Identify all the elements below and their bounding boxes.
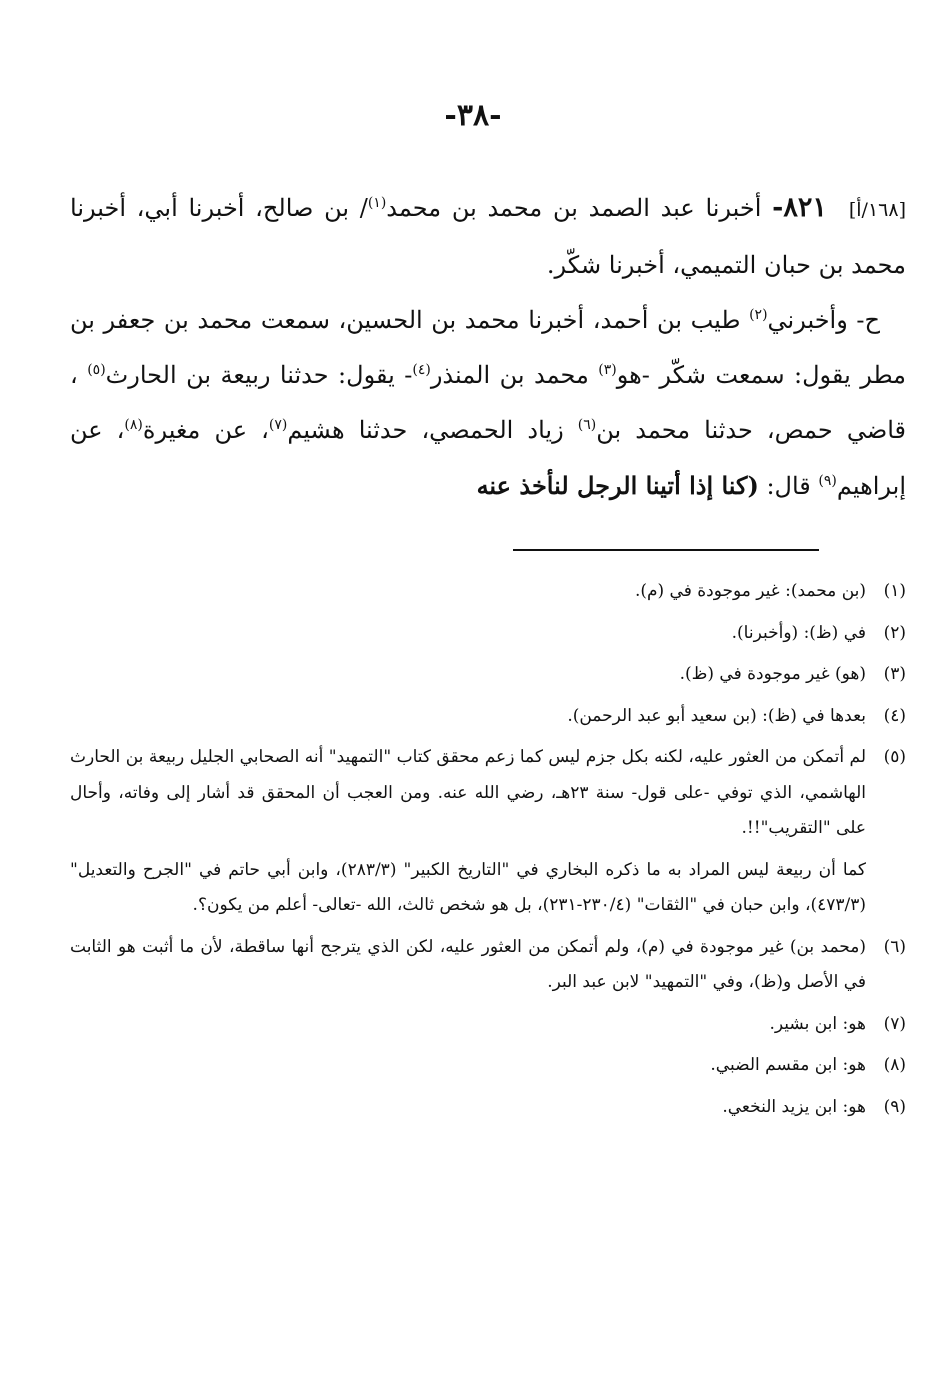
footnote-number: (٦): [883, 936, 906, 957]
footnote-text: (محمد بن) غير موجودة في (م)، ولم أتمكن من العثور عليه، لكن الذي يترجح أنها ساقطة، لأن ما أثبت هو الثابت في الأصل و(ظ)، وفي "التمهيد" لابن عبد البر.: [70, 936, 866, 992]
text-run: طيب بن أحمد، أخبرنا محمد بن الحسين، سمعت محمد بن جعفر بن مطر يقول: سمعت شكّر -هو: [70, 306, 906, 389]
footnote-number: (٢): [883, 622, 906, 643]
footnote-ref-7: (٧): [268, 417, 288, 433]
footnote-8: [70, 1048, 906, 1084]
footnote-text: هو: ابن مقسم الضبي.: [710, 1055, 866, 1075]
footnote-2: [70, 616, 906, 652]
footnote-ref-8: (٨): [124, 417, 143, 433]
quoted-text: (كنا إذا أتينا الرجل لنأخذ عنه: [476, 471, 759, 500]
text-run: / بن صالح، أخبرنا أبي، أخبرنا محمد بن حبان التميمي، أخبرنا شكّر.: [70, 194, 906, 279]
footnote-text: (هو) غير موجودة في (ظ).: [679, 664, 866, 684]
text-run: زياد الحمصي، حدثنا هشيم: [287, 416, 578, 444]
text-run: ، قاضي حمص، حدثنا محمد بن: [70, 361, 907, 444]
text-run: ، عن مغيرة: [142, 416, 269, 444]
footnote-divider: [513, 549, 819, 551]
footnote-ref-9: (٩): [818, 473, 837, 489]
footnote-number: (٨): [883, 1055, 906, 1075]
footnote-number: (٤): [883, 705, 906, 726]
footnote-ref-5: (٥): [87, 362, 106, 378]
text-run: محمد بن المنذر: [430, 361, 599, 389]
footnote-text: (بن محمد): غير موجودة في (م).: [634, 581, 866, 601]
footnote-number: (٥): [883, 747, 907, 767]
footnote-4: [70, 699, 906, 735]
footnote-number: (٣): [883, 664, 906, 684]
page-number: -٣٨-: [444, 98, 502, 133]
footnote-5: [70, 740, 906, 847]
text-run: أخبرنا عبد الصمد بن محمد بن محمد: [386, 194, 773, 222]
footnote-text: هو: ابن بشير.: [769, 1013, 866, 1034]
footnote-1: [70, 574, 906, 610]
footnote-ref-2: (٢): [749, 307, 768, 323]
footnote-5-continuation: كما أن ربيعة ليس المراد به ما ذكره البخاري في "التاريخ الكبير" (٢٨٣/٣)، وابن أبي حاتم في "الجرح والتعديل" (٤٧٣/٣)، وابن حبان في "الثقات" (٢٣٠/٤-٢٣١)، بل هو شخص ثالث، الله -تعالى- أعلم من يكون؟.: [70, 859, 866, 915]
footnote-ref-3: (٣): [598, 362, 617, 378]
footnote-number: (٧): [883, 1013, 906, 1034]
footnote-text: في (ظ): (وأخبرنا).: [731, 622, 866, 643]
footnote-9: [70, 1090, 906, 1126]
text-run: قال:: [758, 472, 819, 500]
entry-number: ٨٢١-: [772, 192, 827, 223]
text-run: - يقول: حدثنا ربيعة بن الحارث: [105, 361, 413, 389]
footnote-text: لم أتمكن من العثور عليه، لكنه بكل جزم ليس كما زعم محقق كتاب "التمهيد" أنه الصحابي الجليل ربيعة بن الحارث الهاشمي، الذي توفي -على قول- سنة ٢٣هـ، رضي الله عنه. ومن العجب أن المحقق قد أشار إلى وفاته، وأحال على "التقريب"!!.: [70, 747, 867, 838]
footnote-ref-4: (٤): [412, 362, 431, 378]
footnote-number: (١): [883, 581, 906, 601]
folio-reference: [١٦٨/أ]: [848, 199, 906, 221]
footnote-3: [70, 657, 906, 693]
footnote-ref-1: (١): [367, 195, 387, 211]
text-run: ، عن إبراهيم: [70, 416, 906, 500]
footnote-text: بعدها في (ظ): (بن سعيد أبو عبد الرحمن).: [567, 705, 866, 726]
text-run: ح- وأخبرني: [767, 306, 880, 334]
main-text: [70, 180, 906, 514]
footnote-6: [70, 930, 906, 1001]
footnote-7: [70, 1007, 906, 1043]
footnote-ref-6: (٦): [577, 417, 597, 433]
footnotes: [70, 574, 906, 1131]
paragraph-2: [70, 293, 906, 514]
footnote-text: هو: ابن يزيد النخعي.: [722, 1096, 866, 1117]
footnote-number: (٩): [883, 1096, 906, 1117]
paragraph-1: [70, 180, 906, 293]
